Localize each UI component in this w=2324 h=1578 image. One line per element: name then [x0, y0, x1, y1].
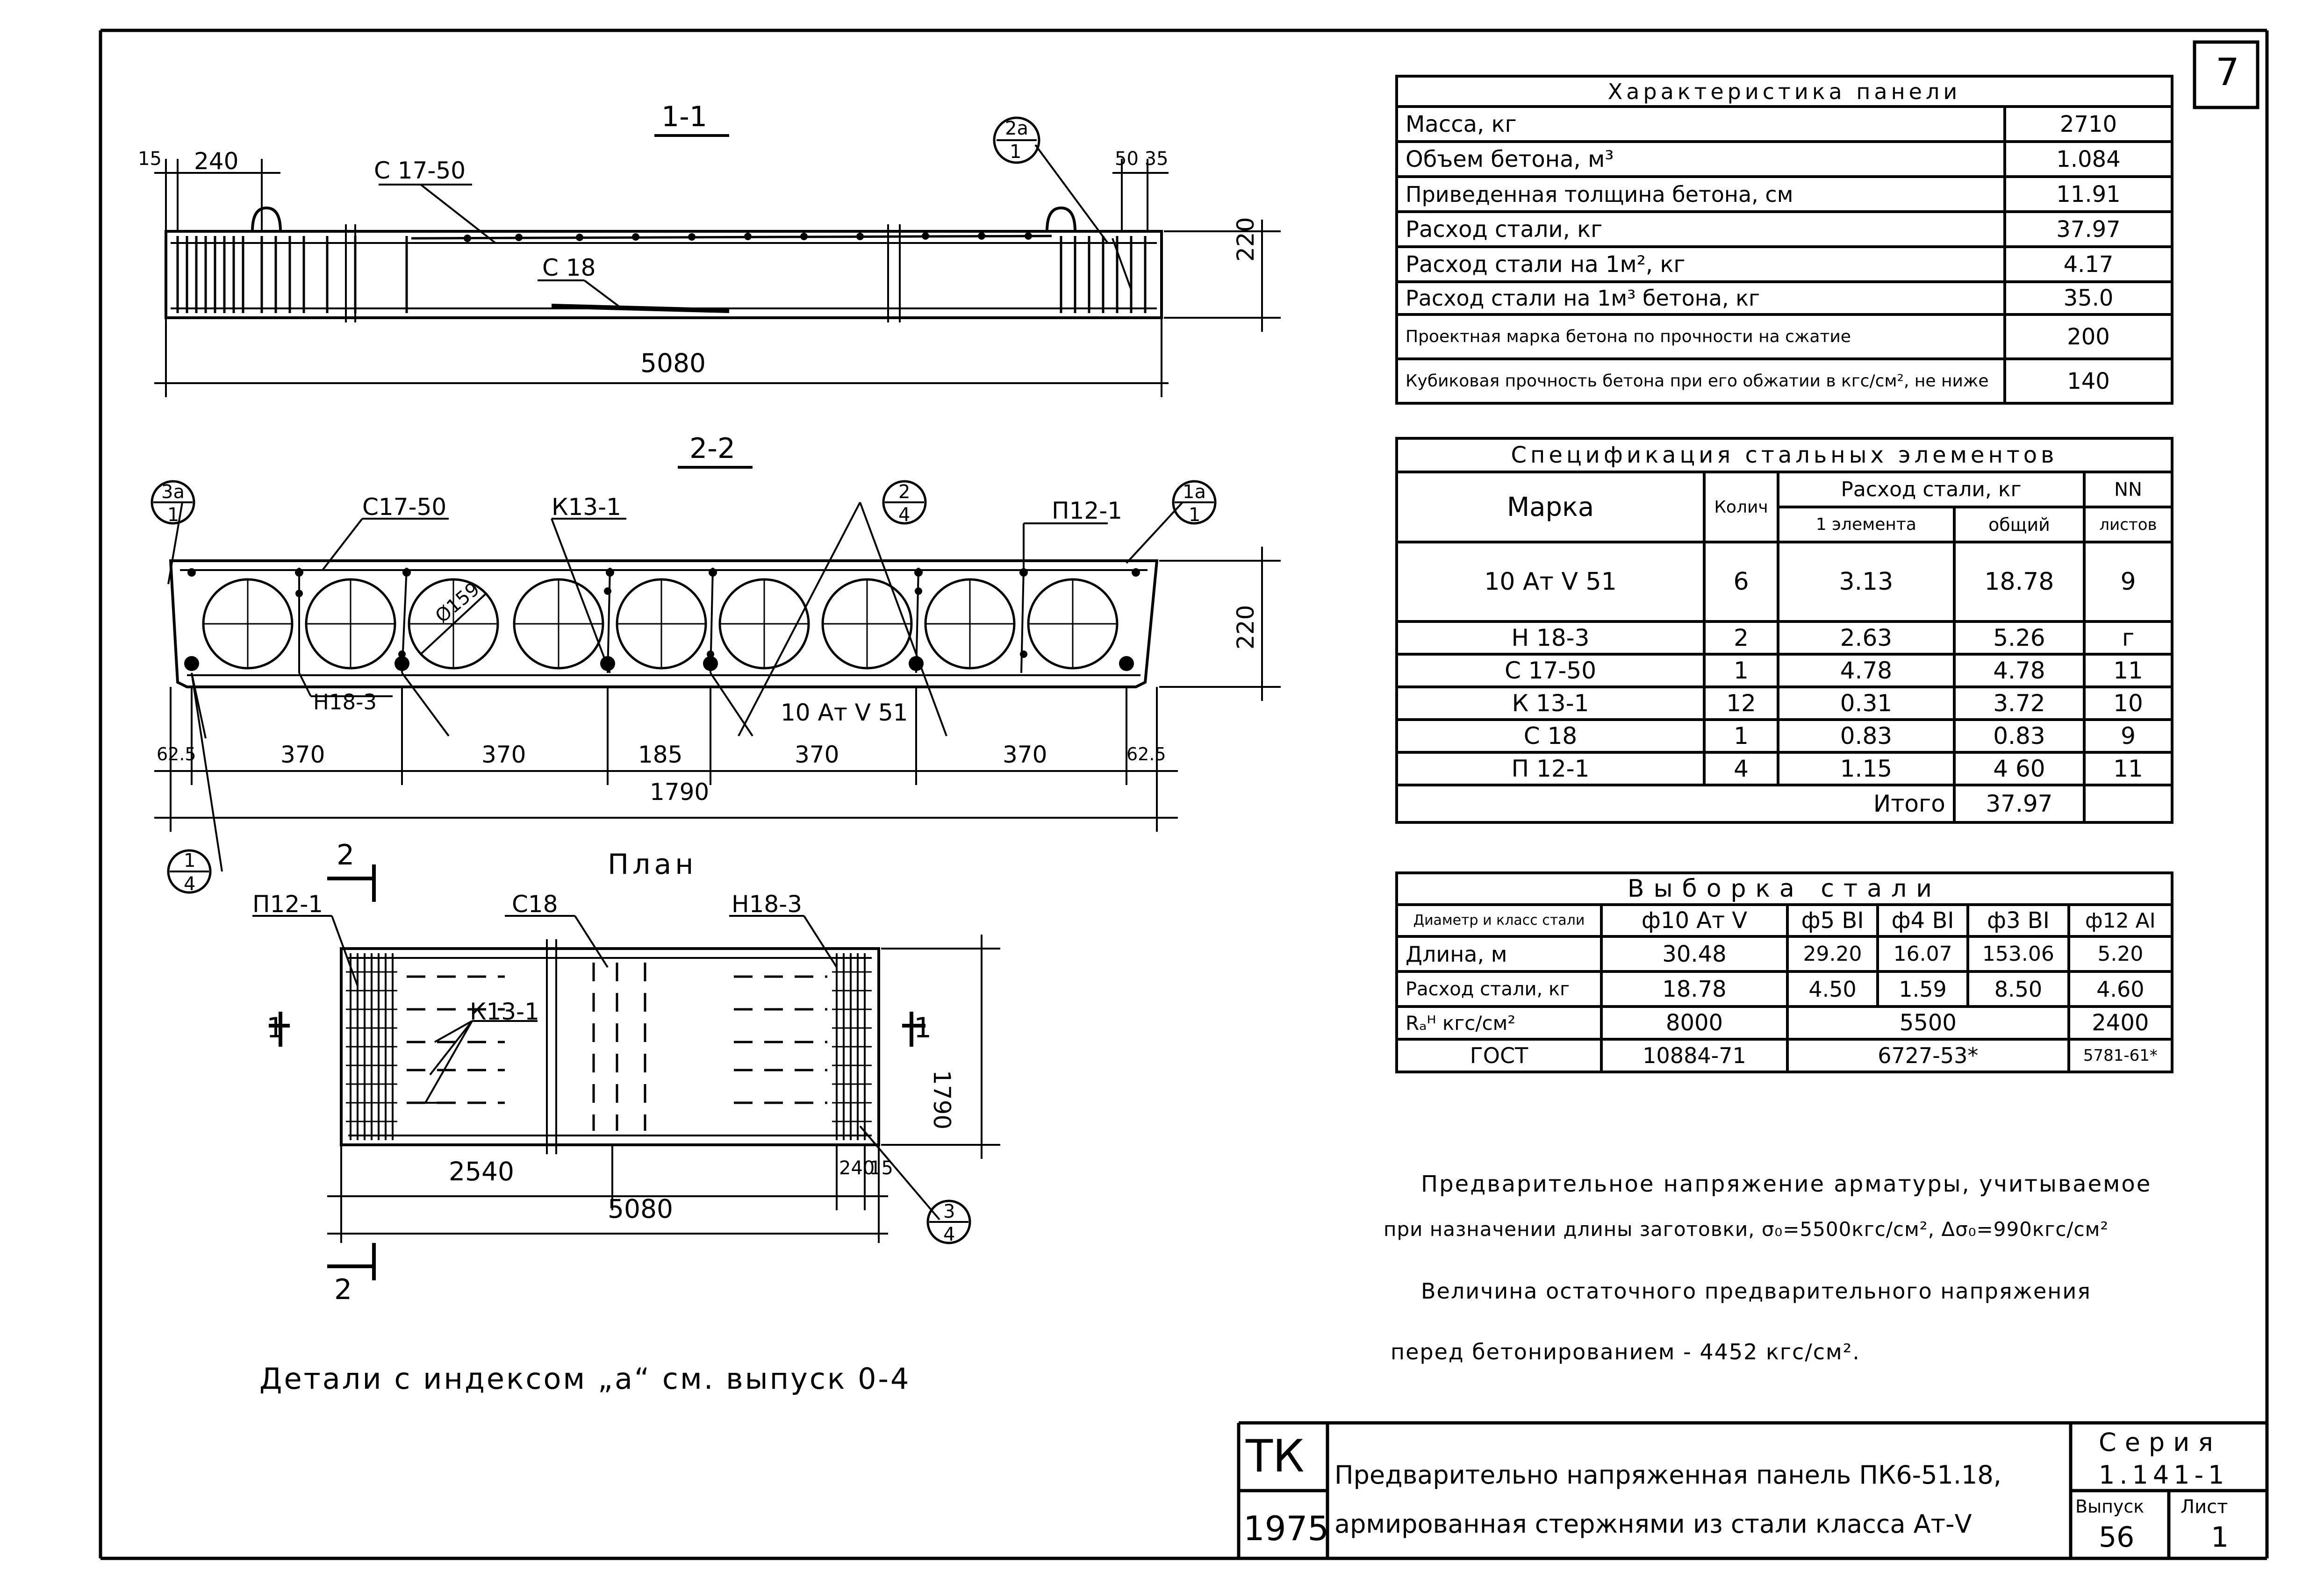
- title-org: ТК: [1246, 1431, 1305, 1482]
- selection-col-2: ф4 BI: [1878, 905, 1968, 936]
- characteristics-title: Характеристика панели: [1397, 76, 2172, 107]
- spec-sheet-5: 11: [2084, 752, 2172, 785]
- spec-element-5: 1.15: [1778, 752, 1954, 785]
- selection-length-1: 29.20: [1787, 936, 1878, 971]
- spec-sheet-3: 10: [2084, 687, 2172, 720]
- char-label-7: [1397, 359, 2005, 403]
- selection-length-label: Длина, м: [1397, 936, 1601, 971]
- callout-1a-bottom: 1: [1189, 504, 1201, 526]
- dim-62-5-left: 62.5: [157, 744, 196, 764]
- selection-length-2: 16.07: [1878, 936, 1968, 971]
- dim-370-b: 370: [481, 741, 526, 768]
- char-value-4: 4.17: [2005, 247, 2172, 282]
- spec-total-1: 5.26: [1954, 621, 2084, 654]
- series-label: Серия: [2099, 1428, 2222, 1457]
- char-label-5: Расход стали на 1м³ бетона, кг: [1397, 282, 2005, 314]
- plan-label-c18: С18: [512, 891, 558, 918]
- spec-qty-3: 12: [1704, 687, 1778, 720]
- selection-mass-3: 8.50: [1968, 971, 2069, 1007]
- spec-mark-2: С 17-50: [1397, 654, 1704, 687]
- label-c17-50-s11: С 17-50: [374, 157, 466, 184]
- selection-mass-4: 4.60: [2069, 971, 2172, 1007]
- plan-cut-1-left: 1: [266, 1012, 285, 1044]
- spec-total-0: 18.78: [1954, 542, 2084, 621]
- callout-1-4-top: 1: [184, 850, 196, 871]
- spec-qty-1: 2: [1704, 621, 1778, 654]
- selection-mass-2: 1.59: [1878, 971, 1968, 1007]
- section-1-1-drawing: [154, 118, 1281, 397]
- spec-mark-4: С 18: [1397, 720, 1704, 752]
- label-p12-1-s22: П12-1: [1052, 497, 1123, 524]
- plan-label-p12-1: П12-1: [252, 891, 323, 918]
- spec-total-label: Итого: [1397, 785, 1954, 822]
- plan-title: План: [608, 848, 697, 881]
- spec-mark-5: П 12-1: [1397, 752, 1704, 785]
- label-d159: Ø159: [431, 578, 484, 628]
- dim-5080-s11: 5080: [640, 348, 706, 378]
- section-2-2-drawing: [152, 467, 1281, 893]
- char-label-7-text: Кубиковая прочность бетона при его обжатии в кгс/см², не ниже: [1406, 371, 1989, 391]
- char-value-2: 11.91: [2005, 177, 2172, 212]
- section-1-1-title: 1-1: [661, 100, 707, 133]
- sheet-number: 7: [2216, 50, 2239, 94]
- char-label-3: Расход стали, кг: [1397, 212, 2005, 247]
- callout-2-4-bottom: 4: [898, 504, 911, 526]
- dim-62-5-right: 62.5: [1126, 744, 1166, 764]
- label-k13-1-s22: К13-1: [552, 493, 621, 521]
- plan-label-h18-3: Н18-3: [732, 891, 803, 918]
- selection-gost-0: 10884-71: [1601, 1039, 1787, 1072]
- selection-col-1: ф5 BI: [1787, 905, 1878, 936]
- callout-1-4-bottom: 4: [184, 873, 196, 895]
- sheet-value: 1: [2211, 1521, 2229, 1554]
- spec-header-mark: Марка: [1397, 472, 1704, 542]
- spec-total-4: 0.83: [1954, 720, 2084, 752]
- spec-header-sheets: листов: [2084, 507, 2172, 542]
- char-value-1: 1.084: [2005, 142, 2172, 177]
- label-c18-s11: С 18: [542, 254, 596, 281]
- plan-callout-top: 3: [943, 1201, 955, 1222]
- spec-qty-0: 6: [1704, 542, 1778, 621]
- title-line-1: Предварительно напряженная панель ПК6-51.18,: [1334, 1460, 2001, 1490]
- callout-3a-top: 3a: [161, 481, 185, 503]
- issue-label: Выпуск: [2075, 1496, 2145, 1517]
- plan-dim-2540: 2540: [449, 1157, 514, 1186]
- dim-15-top: 15: [138, 148, 162, 170]
- selection-mass-1: 4.50: [1787, 971, 1878, 1007]
- spec-element-4: 0.83: [1778, 720, 1954, 752]
- sheet-label: Лист: [2181, 1496, 2228, 1518]
- plan-dim-240: 240: [839, 1157, 875, 1179]
- title-line-2: армированная стержнями из стали класса Ат-V: [1334, 1509, 1972, 1539]
- dim-185: 185: [638, 741, 683, 768]
- selection-mass-0: 18.78: [1601, 971, 1787, 1007]
- spec-sheet-2: 11: [2084, 654, 2172, 687]
- char-value-0: 2710: [2005, 107, 2172, 142]
- char-value-6: 200: [2005, 314, 2172, 359]
- selection-col-4: ф12 AI: [2069, 905, 2172, 936]
- spec-qty-5: 4: [1704, 752, 1778, 785]
- dim-220-s11: 220: [1232, 217, 1259, 262]
- spec-total-2: 4.78: [1954, 654, 2084, 687]
- char-label-6-text: Проектная марка бетона по прочности на сжатие: [1406, 327, 1851, 346]
- selection-length-3: 153.06: [1968, 936, 2069, 971]
- spec-header-qty: Колич: [1704, 472, 1778, 542]
- spec-mark-1: Н 18-3: [1397, 621, 1704, 654]
- selection-gost-1: 6727-53*: [1787, 1039, 2069, 1072]
- char-label-2: Приведенная толщина бетона, см: [1397, 177, 2005, 212]
- selection-ra-label: Rₐᴴ кгс/см²: [1397, 1007, 1601, 1039]
- spec-element-3: 0.31: [1778, 687, 1954, 720]
- plan-dim-15: 15: [869, 1157, 893, 1179]
- spec-sheet-4: 9: [2084, 720, 2172, 752]
- char-value-3: 37.97: [2005, 212, 2172, 247]
- specification-title: Спецификация стальных элементов: [1397, 438, 2172, 472]
- specification-table: [1395, 437, 2173, 824]
- char-value-5: 35.0: [2005, 282, 2172, 314]
- spec-mark-0: 10 Ат V 51: [1397, 542, 1704, 621]
- spec-qty-2: 1: [1704, 654, 1778, 687]
- issue-value: 56: [2099, 1521, 2135, 1554]
- spec-total-empty: [2084, 785, 2172, 822]
- spec-mark-3: К 13-1: [1397, 687, 1704, 720]
- details-note: Детали с индексом „a“ см. выпуск 0-4: [259, 1362, 911, 1396]
- dim-5035: 50 35: [1115, 148, 1169, 170]
- section-2-2-title: 2-2: [689, 432, 735, 465]
- spec-element-1: 2.63: [1778, 621, 1954, 654]
- spec-total-3: 3.72: [1954, 687, 2084, 720]
- selection-length-4: 5.20: [2069, 936, 2172, 971]
- callout-2-4-top: 2: [898, 481, 911, 503]
- spec-sheet-1: г: [2084, 621, 2172, 654]
- char-label-0: Масса, кг: [1397, 107, 2005, 142]
- selection-ra-1: 5500: [1787, 1007, 2069, 1039]
- spec-header-nn: NN: [2084, 472, 2172, 507]
- selection-length-0: 30.48: [1601, 936, 1787, 971]
- selection-title: Выборка стали: [1397, 873, 2172, 905]
- selection-gost-label: ГОСТ: [1397, 1039, 1601, 1072]
- dim-370-d: 370: [1003, 741, 1047, 768]
- callout-1a-top: 1a: [1183, 481, 1206, 503]
- spec-header-steel: Расход стали, кг: [1778, 472, 2084, 507]
- spec-sheet-0: 9: [2084, 542, 2172, 621]
- selection-gost-2: 5781-61*: [2069, 1039, 2172, 1072]
- note-line-3: Величина остаточного предварительного напряжения: [1421, 1278, 2091, 1304]
- selection-table: [1395, 871, 2173, 1073]
- spec-qty-4: 1: [1704, 720, 1778, 752]
- plan-dim-5080: 5080: [608, 1194, 673, 1224]
- spec-element-0: 3.13: [1778, 542, 1954, 621]
- dim-370-c: 370: [795, 741, 839, 768]
- note-line-4: перед бетонированием - 4452 кгс/см².: [1391, 1339, 1860, 1364]
- char-label-1: Объем бетона, м³: [1397, 142, 2005, 177]
- dim-220-s22: 220: [1232, 605, 1259, 650]
- plan-cut-2-bottom: 2: [334, 1273, 352, 1306]
- dim-240-top: 240: [194, 148, 239, 175]
- selection-ra-0: 8000: [1601, 1007, 1787, 1039]
- selection-col-3: ф3 BI: [1968, 905, 2069, 936]
- title-year: 1975: [1243, 1509, 1329, 1548]
- plan-dim-1790: 1790: [928, 1070, 955, 1130]
- spec-total-value: 37.97: [1954, 785, 2084, 822]
- note-line-1: Предварительное напряжение арматуры, учитываемое: [1421, 1171, 2152, 1197]
- label-c17-50-s22: С17-50: [362, 493, 447, 521]
- selection-ra-2: 2400: [2069, 1007, 2172, 1039]
- selection-col-0: ф10 Ат V: [1601, 905, 1787, 936]
- spec-header-element: 1 элемента: [1778, 507, 1954, 542]
- characteristics-table: [1395, 75, 2173, 405]
- note-line-2: при назначении длины заготовки, σ₀=5500кгс/см², Δσ₀=990кгс/см²: [1384, 1218, 2109, 1241]
- label-h18-3-s22: Н18-3: [313, 690, 377, 714]
- series-value: 1.141-1: [2099, 1460, 2229, 1490]
- dim-370-a: 370: [280, 741, 325, 768]
- plan-callout-bottom: 4: [943, 1224, 955, 1245]
- char-label-4: Расход стали на 1м², кг: [1397, 247, 2005, 282]
- label-10at-s22: 10 Ат V 51: [781, 699, 908, 726]
- spec-element-2: 4.78: [1778, 654, 1954, 687]
- callout-2a-bottom: 1: [1010, 141, 1022, 163]
- char-label-6: [1397, 314, 2005, 359]
- dim-1790-s22: 1790: [650, 778, 710, 806]
- callout-2a-top: 2a: [1005, 118, 1028, 139]
- plan-cut-1-right: 1: [914, 1012, 932, 1044]
- char-value-7: 140: [2005, 359, 2172, 403]
- selection-mass-label: Расход стали, кг: [1397, 971, 1601, 1007]
- callout-3a-bottom: 1: [167, 504, 179, 526]
- plan-label-k13-1: К13-1: [470, 998, 539, 1025]
- plan-cut-2-top: 2: [337, 839, 355, 871]
- selection-header-label: Диаметр и класс стали: [1397, 905, 1601, 936]
- spec-header-total: общий: [1954, 507, 2084, 542]
- spec-total-5: 4 60: [1954, 752, 2084, 785]
